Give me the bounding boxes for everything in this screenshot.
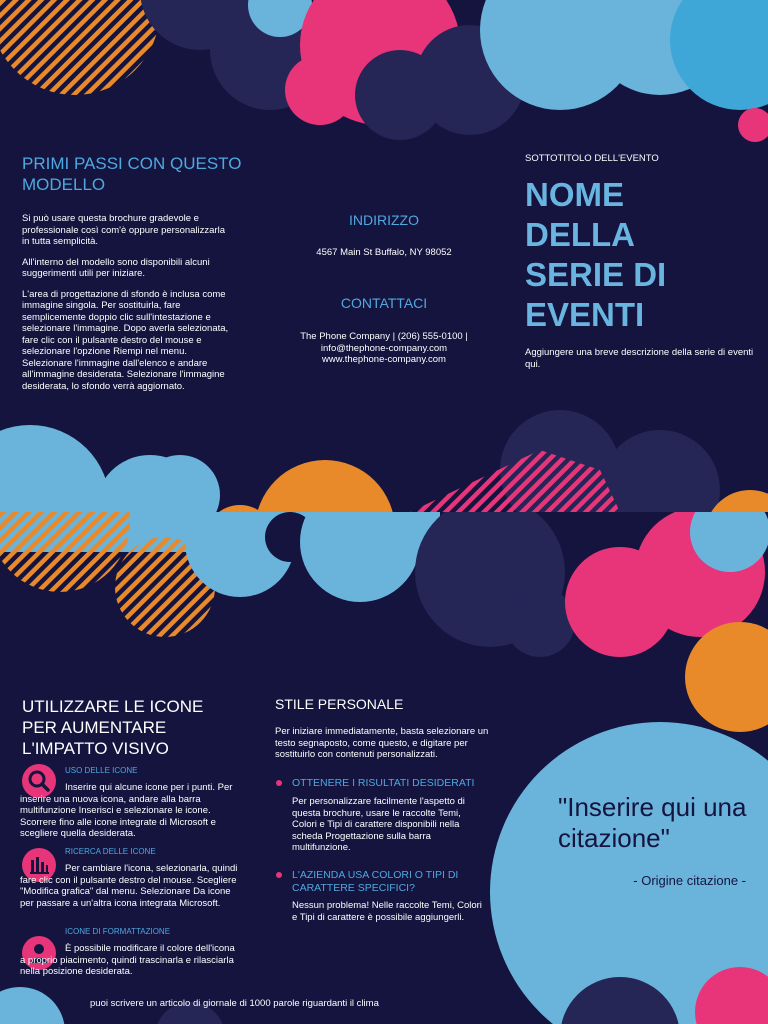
icon-item-label-2: RICERCA DELLE ICONE [65, 847, 156, 856]
bullet-heading-2: L'AZIENDA USA COLORI O TIPI DI CARATTERE SPECIFICI? [292, 869, 459, 894]
bullet-heading-1: OTTENERE I RISULTATI DESIDERATI [292, 777, 475, 789]
bullet-dot-1 [276, 780, 282, 786]
contact-text [270, 331, 498, 366]
contact-heading: CONTATTACI [340, 295, 428, 311]
quote-source: - Origine citazione - [633, 873, 746, 888]
bullet-dot-2 [276, 872, 282, 878]
paragraph-2: All'interno del modello sono disponibili alcuni suggerimenti utili per iniziare. [22, 256, 210, 279]
style-section-heading: STILE PERSONALE [275, 696, 404, 712]
brochure-page-inside [0, 512, 768, 1024]
panel-left-text [22, 213, 232, 392]
footer-note: puoi scrivere un articolo di giornale di 1000 parole riguardanti il clima [90, 998, 379, 1009]
icon-item-text-3: È possibile modificare il colore dell'icona a proprio piacimento, quindi trascinarla e rilasciarla nella posizione desiderata. [20, 943, 235, 977]
icon-item-text-1: Inserire qui alcune icone per i punti. Per inserire una nuova icona, andare alla barra multifunzione Inserisci e selezionare le icone. Scorrere fino alle icone integrate di Microsoft e scegliere quella desiderata. [20, 782, 233, 839]
style-intro: Per iniziare immediatamente, basta selezionare un testo segnaposto, come questo, e digitare per sostituirlo con contenuti personalizzati. [275, 726, 489, 760]
bullet-text-1: Per personalizzare facilmente l'aspetto di questa brochure, usare le raccolte Temi, Colori e Tipi di carattere disponibili nella scheda Progettazione sulla barra multifunzione. [292, 796, 465, 853]
address-heading: INDIRIZZO [349, 212, 419, 228]
icon-item-label-1: USO DELLE ICONE [65, 766, 138, 775]
contact-website[interactable]: www.thephone-company.com [322, 354, 446, 365]
event-title [525, 175, 755, 335]
contact-email[interactable]: info@thephone-company.com [320, 342, 448, 354]
paragraph-1: Si può usare questa brochure gradevole e professionale così com'è oppure personalizzarla in tutta semplicità. [22, 213, 226, 247]
title-line-2: DELLA [525, 216, 635, 253]
contact-phone: The Phone Company | (206) 555-0100 | [300, 331, 468, 342]
event-description: Aggiungere una breve descrizione della serie di eventi qui. [525, 347, 754, 370]
icon-item-text-2: Per cambiare l'icona, selezionarla, quindi fare clic con il pulsante destro del mouse. Scegliere "Modifica grafica" dal menu. Selezionare Da icone per passare a un'altra icona integrata Microsoft. [20, 863, 238, 909]
panel-left-heading: PRIMI PASSI CON QUESTO MODELLO [22, 154, 242, 194]
icon-item-label-3: ICONE DI FORMATTAZIONE [65, 927, 171, 936]
title-line-4: EVENTI [525, 296, 645, 333]
paragraph-3: L'area di progettazione di sfondo è inclusa come immagine singola. Per sostituirla, fare semplicemente doppio clic sull'intestazione e selezionare l'immagine. Dopo averla selezionata, fare clic con il pulsante destro del mouse e selezionare l'opzione Riempi nel menu. Selezionare l'immagine dall'elenco e andare all'immagine desiderata. Selezionare l'immagine desiderata, lo sfondo verrà aggiornato. [22, 288, 229, 392]
quote-text: "Inserire qui una citazione" [558, 792, 747, 853]
title-line-3: SERIE DI [525, 256, 667, 293]
title-line-1: NOME [525, 176, 624, 213]
icons-section-heading: UTILIZZARE LE ICONE PER AUMENTARE L'IMPATTO VISIVO [22, 697, 204, 758]
event-subtitle: SOTTOTITOLO DELL'EVENTO [525, 153, 659, 164]
bullet-text-2: Nessun problema! Nelle raccolte Temi, Colori e Tipi di carattere è possibile aggiungerli. [292, 900, 482, 923]
address-text: 4567 Main St Buffalo, NY 98052 [316, 247, 452, 258]
